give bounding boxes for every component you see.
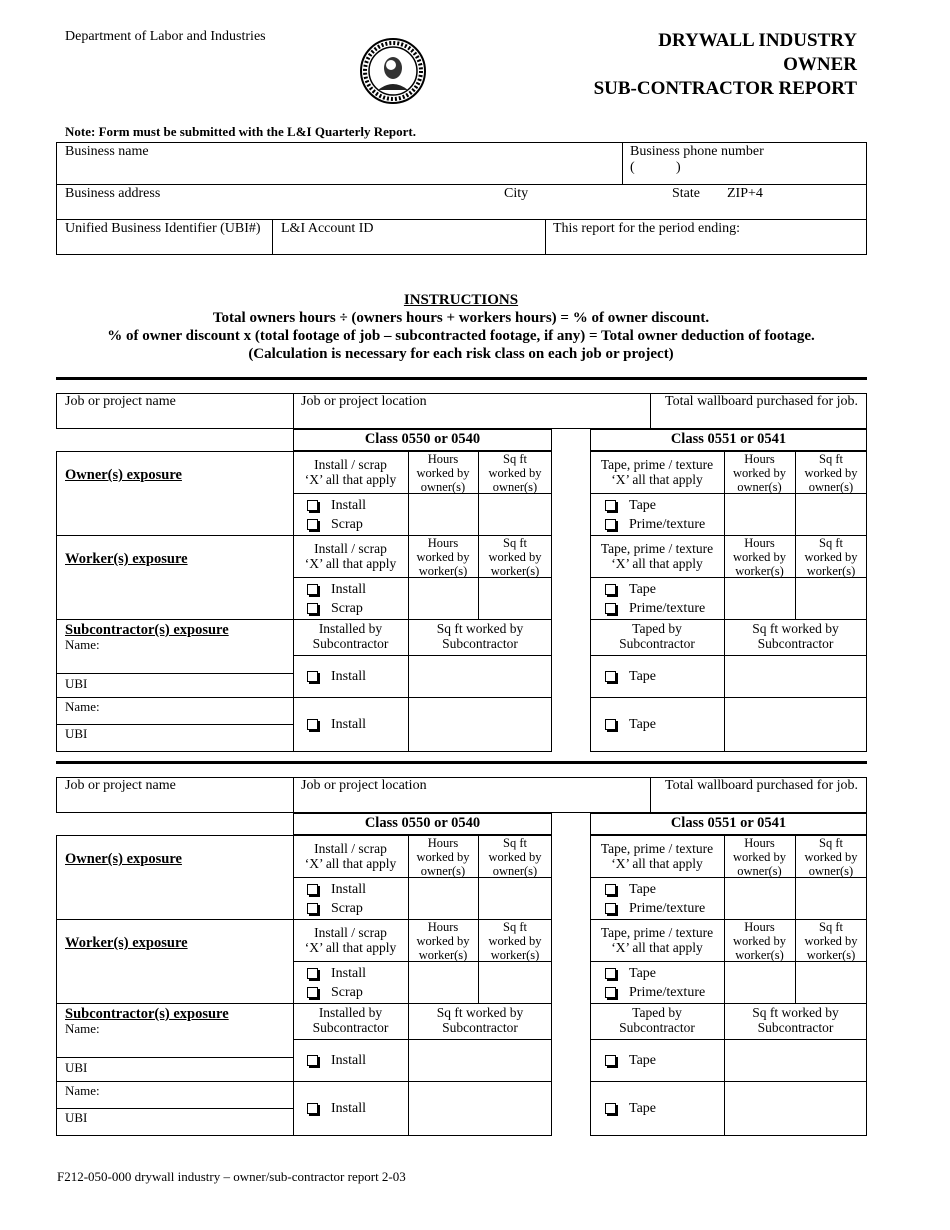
instructions-line-1: Total owners hours ÷ (owners hours + workers hours) = % of owner discount. bbox=[212, 310, 710, 326]
job-section-2 bbox=[0, 761, 950, 1141]
sub-ubi-field-2[interactable]: UBI bbox=[65, 726, 88, 741]
install-checkbox[interactable] bbox=[307, 671, 318, 682]
business-phone-field[interactable]: Business phone number bbox=[630, 144, 764, 159]
installed-by-sub-header: Installed by Subcontractor bbox=[312, 1005, 389, 1035]
submission-note: Note: Form must be submitted with the L&I Quarterly Report. bbox=[65, 124, 416, 139]
scrap-checkbox[interactable] bbox=[307, 987, 318, 998]
sub-install-check-1[interactable]: Install bbox=[307, 1051, 366, 1070]
zip-field[interactable]: ZIP+4 bbox=[727, 186, 763, 201]
job-name-field[interactable]: Job or project name bbox=[65, 394, 176, 409]
worker-exposure-label: Worker(s) exposure bbox=[65, 935, 188, 951]
tape-prime-header-owner: Tape, prime / texture ‘X’ all that apply bbox=[600, 841, 714, 871]
hours-owner-header-b: Hours worked by owner(s) bbox=[732, 836, 787, 878]
hours-worker-header-a: Hours worked by worker(s) bbox=[416, 920, 470, 962]
worker-install-scrap-checks[interactable]: Install Scrap bbox=[307, 964, 366, 1002]
job-section-1 bbox=[0, 377, 950, 757]
job-name-field[interactable]: Job or project name bbox=[65, 778, 176, 793]
scrap-checkbox[interactable] bbox=[307, 903, 318, 914]
title-line-3: SUB-CONTRACTOR REPORT bbox=[593, 78, 857, 99]
tape-prime-header-worker: Tape, prime / texture ‘X’ all that apply bbox=[600, 925, 714, 955]
scrap-checkbox[interactable] bbox=[307, 519, 318, 530]
install-checkbox[interactable] bbox=[307, 584, 318, 595]
sqft-by-sub-header-b: Sq ft worked by Subcontractor bbox=[752, 621, 839, 651]
business-address-field[interactable]: Business address bbox=[65, 186, 161, 201]
state-field[interactable]: State bbox=[672, 186, 700, 201]
hours-worker-header-b: Hours worked by worker(s) bbox=[732, 920, 787, 962]
tape-prime-header-worker: Tape, prime / texture ‘X’ all that apply bbox=[600, 541, 714, 571]
sqft-by-sub-header-b: Sq ft worked by Subcontractor bbox=[752, 1005, 839, 1035]
sub-tape-check-2[interactable]: Tape bbox=[605, 1099, 656, 1118]
prime-texture-checkbox[interactable] bbox=[605, 519, 616, 530]
owner-exposure-label: Owner(s) exposure bbox=[65, 851, 182, 867]
install-scrap-header-owner: Install / scrap ‘X’ all that apply bbox=[304, 457, 397, 487]
instructions-block bbox=[0, 291, 922, 363]
hours-owner-header-a: Hours worked by owner(s) bbox=[416, 836, 470, 878]
tape-checkbox[interactable] bbox=[605, 671, 616, 682]
sqft-owner-header-b: Sq ft worked by owner(s) bbox=[804, 836, 858, 878]
sqft-by-sub-header-a: Sq ft worked by Subcontractor bbox=[436, 1005, 524, 1035]
install-checkbox[interactable] bbox=[307, 719, 318, 730]
sub-install-check-2[interactable]: Install bbox=[307, 1099, 366, 1118]
sqft-worker-header-b: Sq ft worked by worker(s) bbox=[804, 920, 858, 962]
instructions-line-3: (Calculation is necessary for each risk class on each job or project) bbox=[248, 346, 674, 362]
sub-name-field-1[interactable]: Name: bbox=[65, 637, 100, 652]
installed-by-sub-header: Installed by Subcontractor bbox=[312, 621, 389, 651]
sqft-owner-header-a: Sq ft worked by owner(s) bbox=[488, 452, 542, 494]
owner-install-scrap-checks[interactable]: Install Scrap bbox=[307, 496, 366, 534]
wallboard-purchased-field[interactable]: Total wallboard purchased for job. bbox=[665, 394, 859, 409]
sqft-by-sub-header-a: Sq ft worked by Subcontractor bbox=[436, 621, 524, 651]
taped-by-sub-header: Taped by Subcontractor bbox=[619, 621, 695, 651]
worker-install-scrap-checks[interactable]: Install Scrap bbox=[307, 580, 366, 618]
title-line-2: OWNER bbox=[783, 54, 857, 75]
sub-name-field-2[interactable]: Name: bbox=[65, 1083, 100, 1098]
sqft-worker-header-a: Sq ft worked by worker(s) bbox=[488, 536, 542, 578]
install-checkbox[interactable] bbox=[307, 1055, 318, 1066]
business-name-field[interactable]: Business name bbox=[65, 144, 149, 159]
sub-tape-check-1[interactable]: Tape bbox=[605, 1051, 656, 1070]
sub-install-check-1[interactable]: Install bbox=[307, 667, 366, 686]
owner-exposure-label: Owner(s) exposure bbox=[65, 467, 182, 483]
sub-tape-check-1[interactable]: Tape bbox=[605, 667, 656, 686]
tape-checkbox[interactable] bbox=[605, 500, 616, 511]
sub-install-check-2[interactable]: Install bbox=[307, 715, 366, 734]
install-checkbox[interactable] bbox=[307, 500, 318, 511]
tape-checkbox[interactable] bbox=[605, 1103, 616, 1114]
sqft-owner-header-b: Sq ft worked by owner(s) bbox=[804, 452, 858, 494]
prime-texture-checkbox[interactable] bbox=[605, 603, 616, 614]
hours-worker-header-b: Hours worked by worker(s) bbox=[732, 536, 787, 578]
tape-checkbox[interactable] bbox=[605, 719, 616, 730]
install-scrap-header-owner: Install / scrap ‘X’ all that apply bbox=[304, 841, 397, 871]
taped-by-sub-header: Taped by Subcontractor bbox=[619, 1005, 695, 1035]
department-name: Department of Labor and Industries bbox=[65, 29, 266, 44]
worker-exposure-label: Worker(s) exposure bbox=[65, 551, 188, 567]
install-scrap-header-worker: Install / scrap ‘X’ all that apply bbox=[304, 925, 397, 955]
install-checkbox[interactable] bbox=[307, 884, 318, 895]
hours-owner-header-a: Hours worked by owner(s) bbox=[416, 452, 470, 494]
title-line-1: DRYWALL INDUSTRY bbox=[658, 30, 857, 51]
prime-texture-checkbox[interactable] bbox=[605, 903, 616, 914]
sub-ubi-field-1[interactable]: UBI bbox=[65, 1060, 88, 1075]
ubi-field[interactable]: Unified Business Identifier (UBI#) bbox=[65, 221, 261, 236]
account-id-field[interactable]: L&I Account ID bbox=[281, 221, 374, 236]
prime-texture-checkbox[interactable] bbox=[605, 987, 616, 998]
instructions-line-2: % of owner discount x (total footage of job – subcontracted footage, if any) = Total owner deduction of footage. bbox=[107, 328, 815, 344]
state-seal bbox=[358, 38, 428, 104]
scrap-checkbox[interactable] bbox=[307, 603, 318, 614]
sub-ubi-field-2[interactable]: UBI bbox=[65, 1110, 88, 1125]
sub-name-field-1[interactable]: Name: bbox=[65, 1021, 100, 1036]
hours-owner-header-b: Hours worked by owner(s) bbox=[732, 452, 787, 494]
job-location-field[interactable]: Job or project location bbox=[301, 778, 427, 793]
owner-tape-prime-checks[interactable]: Tape Prime/texture bbox=[605, 496, 705, 534]
class-0550-header: Class 0550 or 0540 bbox=[364, 815, 481, 831]
hours-worker-header-a: Hours worked by worker(s) bbox=[416, 536, 470, 578]
tape-checkbox[interactable] bbox=[605, 584, 616, 595]
sqft-worker-header-a: Sq ft worked by worker(s) bbox=[488, 920, 542, 962]
worker-tape-prime-checks[interactable]: Tape Prime/texture bbox=[605, 964, 705, 1002]
worker-tape-prime-checks[interactable]: Tape Prime/texture bbox=[605, 580, 705, 618]
form-title bbox=[594, 29, 857, 101]
wallboard-purchased-field[interactable]: Total wallboard purchased for job. bbox=[665, 778, 859, 793]
tape-checkbox[interactable] bbox=[605, 884, 616, 895]
class-0551-header: Class 0551 or 0541 bbox=[670, 431, 787, 447]
install-checkbox[interactable] bbox=[307, 968, 318, 979]
sub-tape-check-2[interactable]: Tape bbox=[605, 715, 656, 734]
phone-close-paren: ) bbox=[676, 160, 681, 175]
install-scrap-header-worker: Install / scrap ‘X’ all that apply bbox=[304, 541, 397, 571]
phone-open-paren: ( bbox=[630, 160, 635, 175]
class-0550-header: Class 0550 or 0540 bbox=[364, 431, 481, 447]
class-0551-header: Class 0551 or 0541 bbox=[670, 815, 787, 831]
owner-install-scrap-checks[interactable]: Install Scrap bbox=[307, 880, 366, 918]
install-checkbox[interactable] bbox=[307, 1103, 318, 1114]
sqft-worker-header-b: Sq ft worked by worker(s) bbox=[804, 536, 858, 578]
period-ending-field[interactable]: This report for the period ending: bbox=[553, 221, 741, 236]
owner-tape-prime-checks[interactable]: Tape Prime/texture bbox=[605, 880, 705, 918]
city-field[interactable]: City bbox=[504, 186, 529, 201]
subcontractor-exposure-label: Subcontractor(s) exposure bbox=[65, 622, 229, 638]
form-footer: F212-050-000 drywall industry – owner/sub-contractor report 2-03 bbox=[57, 1169, 406, 1184]
sqft-owner-header-a: Sq ft worked by owner(s) bbox=[488, 836, 542, 878]
subcontractor-exposure-label: Subcontractor(s) exposure bbox=[65, 1006, 229, 1022]
tape-checkbox[interactable] bbox=[605, 1055, 616, 1066]
sub-name-field-2[interactable]: Name: bbox=[65, 699, 100, 714]
tape-checkbox[interactable] bbox=[605, 968, 616, 979]
sub-ubi-field-1[interactable]: UBI bbox=[65, 676, 88, 691]
job-location-field[interactable]: Job or project location bbox=[301, 394, 427, 409]
instructions-title: INSTRUCTIONS bbox=[403, 292, 519, 308]
tape-prime-header-owner: Tape, prime / texture ‘X’ all that apply bbox=[600, 457, 714, 487]
